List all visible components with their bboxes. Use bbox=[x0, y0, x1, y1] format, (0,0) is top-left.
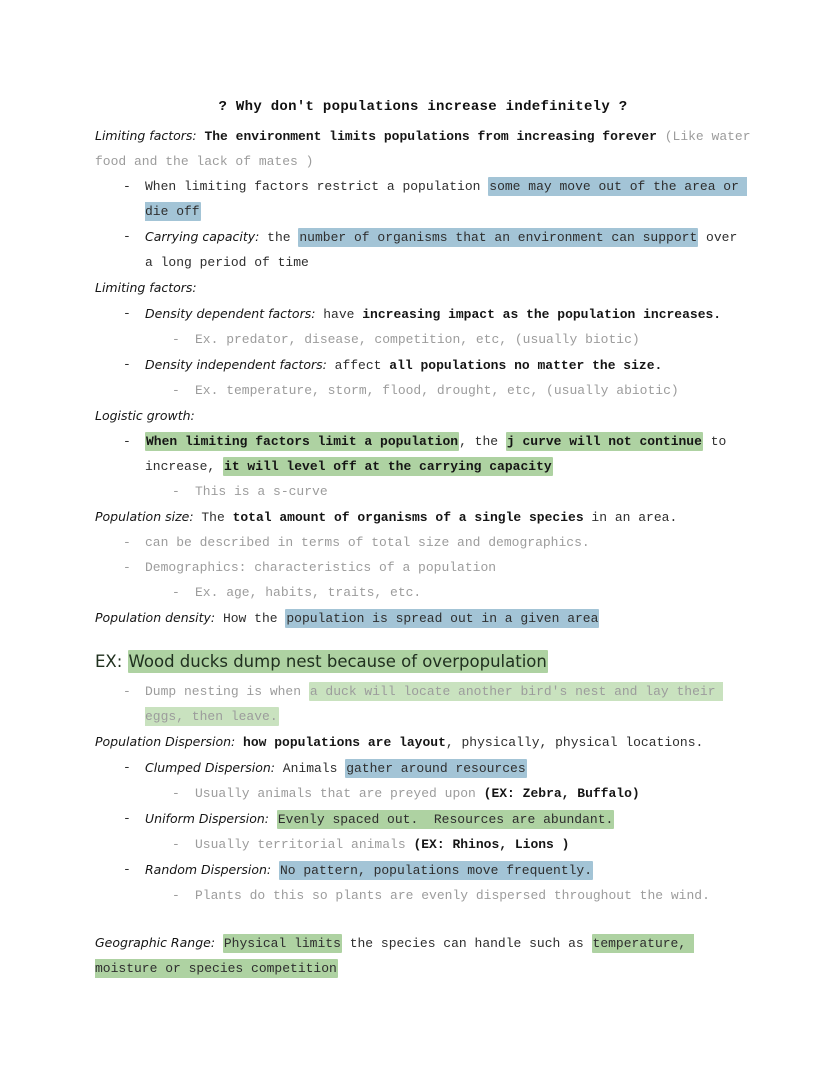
text-segment: the species can handle such as bbox=[341, 936, 592, 951]
text-line bbox=[95, 378, 751, 403]
text-segment: Ex. age, habits, traits, etc. bbox=[195, 585, 422, 600]
text-segment: Ex. predator, disease, competition, etc, (usually biotic) bbox=[195, 332, 640, 347]
text-segment: Usually animals that are preyed upon bbox=[195, 786, 484, 801]
text-line bbox=[95, 429, 751, 479]
line-content bbox=[195, 883, 751, 908]
document-body bbox=[95, 95, 759, 981]
text-segment: Limiting factors: bbox=[95, 280, 197, 295]
line-content bbox=[95, 504, 751, 530]
text-line bbox=[95, 883, 751, 908]
text-line bbox=[95, 352, 751, 378]
text-line bbox=[95, 123, 759, 174]
highlighted-text-segment: it will level off at the carrying capacity bbox=[224, 459, 552, 474]
text-segment: Density independent factors: bbox=[145, 357, 327, 372]
line-content bbox=[145, 352, 751, 378]
text-line bbox=[95, 504, 751, 530]
line-content bbox=[145, 679, 751, 729]
text-segment: Uniform Dispersion: bbox=[145, 811, 270, 826]
text-segment bbox=[269, 812, 277, 827]
text-segment: The bbox=[193, 510, 233, 525]
text-segment: , physically, physical locations. bbox=[445, 735, 704, 750]
text-segment: all populations no matter the size. bbox=[389, 358, 663, 373]
text-line bbox=[95, 605, 751, 631]
text-segment: Limiting factors: bbox=[95, 128, 197, 143]
text-segment: Carrying capacity: bbox=[145, 229, 260, 244]
line-content bbox=[145, 530, 751, 555]
bullet-dash: - bbox=[172, 484, 180, 499]
text-segment: Animals bbox=[274, 761, 346, 776]
text-segment bbox=[215, 936, 223, 951]
text-segment: The environment limits populations from increasing forever bbox=[196, 129, 665, 144]
text-segment: affect bbox=[326, 358, 390, 373]
line-content bbox=[95, 123, 759, 174]
line-content bbox=[95, 729, 751, 755]
highlighted-text-segment: gather around resources bbox=[346, 761, 526, 776]
text-segment: Demographics: characteristics of a population bbox=[145, 560, 497, 575]
bullet-dash: - bbox=[123, 862, 131, 877]
line-content bbox=[195, 580, 751, 605]
bullet-dash: - bbox=[123, 434, 131, 449]
text-line bbox=[95, 647, 751, 679]
text-segment: When limiting factors restrict a population bbox=[145, 179, 489, 194]
bullet-dash: - bbox=[123, 357, 131, 372]
text-line bbox=[95, 781, 751, 806]
text-line bbox=[95, 857, 751, 883]
bullet-dash: - bbox=[172, 888, 180, 903]
line-content bbox=[145, 301, 751, 327]
text-segment: How the bbox=[215, 611, 286, 626]
highlighted-text-segment: j curve will not continue bbox=[506, 434, 702, 449]
text-segment: increasing impact as the population increases. bbox=[362, 307, 722, 322]
line-content bbox=[95, 403, 751, 429]
text-segment: have bbox=[315, 307, 363, 322]
line-content bbox=[145, 429, 751, 479]
text-line bbox=[95, 806, 751, 832]
bullet-dash: - bbox=[123, 760, 131, 775]
bullet-dash: - bbox=[123, 560, 131, 575]
text-line bbox=[95, 729, 751, 755]
text-segment: Dump nesting is when bbox=[145, 684, 309, 699]
line-content bbox=[145, 806, 751, 832]
text-line bbox=[95, 930, 751, 981]
text-segment: Random Dispersion: bbox=[145, 862, 272, 877]
text-segment: Plants do this so plants are evenly dispersed throughout the wind. bbox=[195, 888, 710, 903]
text-line bbox=[95, 832, 751, 857]
highlighted-text-segment: Physical limits bbox=[223, 936, 341, 951]
highlighted-text-segment: Wood ducks dump nest because of overpopulation bbox=[128, 652, 547, 671]
line-content bbox=[95, 275, 751, 301]
text-segment: This is a s-curve bbox=[195, 484, 328, 499]
text-segment: Usually territorial animals bbox=[195, 837, 414, 852]
line-content bbox=[145, 755, 751, 781]
text-line bbox=[95, 755, 751, 781]
text-segment: over a long period of time bbox=[145, 230, 746, 270]
text-line bbox=[95, 580, 751, 605]
text-segment: can be described in terms of total size and demographics. bbox=[145, 535, 590, 550]
line-content bbox=[195, 378, 751, 403]
text-segment: total amount of organisms of a single species bbox=[232, 510, 584, 525]
bullet-dash: - bbox=[172, 332, 180, 347]
highlighted-text-segment: some may move out of the area or die off bbox=[145, 179, 747, 219]
text-segment: , the bbox=[459, 434, 506, 449]
text-line bbox=[95, 224, 751, 275]
text-line bbox=[95, 174, 751, 224]
text-segment: in an area. bbox=[583, 510, 678, 525]
text-segment: EX: bbox=[95, 652, 128, 671]
highlighted-text-segment: a duck will locate another bird's nest and lay their eggs, then leave. bbox=[145, 684, 724, 724]
text-line bbox=[95, 403, 751, 429]
line-content bbox=[145, 857, 751, 883]
bullet-dash: - bbox=[172, 837, 180, 852]
text-line bbox=[95, 275, 751, 301]
text-line bbox=[95, 679, 751, 729]
line-content bbox=[195, 479, 751, 504]
text-segment: to increase, bbox=[145, 434, 735, 474]
text-segment: Population density: bbox=[95, 610, 216, 625]
text-segment: (EX: Zebra, Buffalo) bbox=[483, 786, 640, 801]
page-title bbox=[95, 95, 751, 120]
text-segment: Geographic Range: bbox=[95, 935, 216, 950]
bullet-dash: - bbox=[123, 811, 131, 826]
line-content bbox=[195, 781, 751, 806]
line-content bbox=[95, 605, 751, 631]
text-segment bbox=[235, 735, 243, 750]
line-content bbox=[145, 555, 751, 580]
text-line bbox=[95, 479, 751, 504]
text-line bbox=[95, 555, 751, 580]
text-segment: Clumped Dispersion: bbox=[145, 760, 275, 775]
bullet-dash: - bbox=[172, 585, 180, 600]
text-segment bbox=[271, 863, 279, 878]
line-content bbox=[145, 224, 751, 275]
text-segment: Population Dispersion: bbox=[95, 734, 236, 749]
bullet-dash: - bbox=[123, 179, 131, 194]
line-content bbox=[95, 95, 751, 120]
text-segment: ? Why don't populations increase indefinitely ? bbox=[218, 99, 628, 115]
text-segment: Density dependent factors: bbox=[145, 306, 316, 321]
line-content bbox=[145, 174, 751, 224]
line-content bbox=[195, 327, 751, 352]
text-line bbox=[95, 301, 751, 327]
text-segment: how populations are layout bbox=[243, 735, 446, 750]
highlighted-text-segment: When limiting factors limit a population bbox=[146, 434, 459, 449]
highlighted-text-segment: No pattern, populations move frequently. bbox=[279, 863, 593, 878]
text-segment: the bbox=[259, 230, 299, 245]
text-segment: (Like water food and the lack of mates ) bbox=[95, 129, 759, 169]
bullet-dash: - bbox=[123, 306, 131, 321]
text-segment: Ex. temperature, storm, flood, drought, etc, (usually abiotic) bbox=[195, 383, 679, 398]
text-line bbox=[95, 530, 751, 555]
line-content bbox=[95, 930, 751, 981]
highlighted-text-segment: number of organisms that an environment can support bbox=[299, 230, 698, 245]
bullet-dash: - bbox=[172, 786, 180, 801]
highlighted-text-segment: population is spread out in a given area bbox=[286, 611, 599, 626]
bullet-dash: - bbox=[172, 383, 180, 398]
line-content bbox=[195, 832, 751, 857]
line-content bbox=[95, 647, 751, 679]
highlighted-text-segment: temperature, moisture or species competition bbox=[95, 936, 694, 976]
text-segment: (EX: Rhinos, Lions ) bbox=[413, 837, 570, 852]
bullet-dash: - bbox=[123, 229, 131, 244]
text-line bbox=[95, 327, 751, 352]
text-segment: Logistic growth: bbox=[95, 408, 195, 423]
bullet-dash: - bbox=[123, 684, 131, 699]
highlighted-text-segment: Evenly spaced out. Resources are abundant. bbox=[277, 812, 614, 827]
bullet-dash: - bbox=[123, 535, 131, 550]
text-segment: Population size: bbox=[95, 509, 194, 524]
